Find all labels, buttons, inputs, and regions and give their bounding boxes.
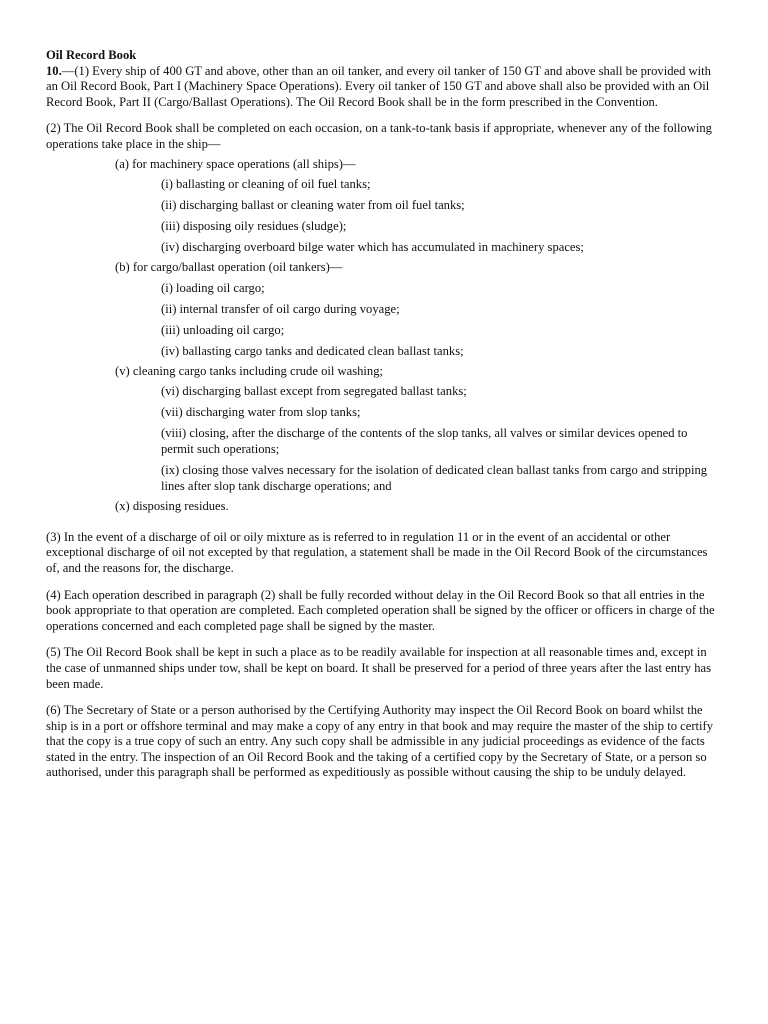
list-v-items [46,384,718,494]
paragraph-3: (3) In the event of a discharge of oil or oily mixture as is referred to in regulation 11 or in the event of an accidental or other exceptional discharge of oil not excepted by that regulation, a statement shall be made in the Oil Record Book of the circumstances of, and the reasons for, the discharge. [46,529,708,575]
list-x-item: (x) disposing residues. [115,499,229,514]
paragraph-5: (5) The Oil Record Book shall be kept in such a place as to be readily available for inspection at all reasonable times and, except in the case of unmanned ships under tow, shall be kept on board. It shall be preserved for a period of three years after the last entry has been made. [46,645,712,691]
list-item: (vii) discharging water from slop tanks; [161,405,361,420]
list-item: (ii) internal transfer of oil cargo during voyage; [161,301,400,316]
list-item: (i) loading oil cargo; [161,280,265,295]
list-item: (i) ballasting or cleaning of oil fuel tanks; [161,177,371,192]
list-item: (iv) discharging overboard bilge water which has accumulated in machinery spaces; [161,240,584,255]
list-item: (ix) closing those valves necessary for the isolation of dedicated clean ballast tanks from cargo and stripping lines after slop tank discharge operations; and [161,462,708,493]
list-a-heading: (a) for machinery space operations (all ships)— [115,156,356,171]
list-v-heading: (v) cleaning cargo tanks including crude oil washing; [115,363,384,378]
document-title: Oil Record Book [46,48,137,62]
list-item: (iii) disposing oily residues (sludge); [161,219,347,234]
list-item: (viii) closing, after the discharge of the contents of the slop tanks, all valves or similar devices opened to permit such operations; [161,426,688,456]
paragraph-2: (2) The Oil Record Book shall be completed on each occasion, on a tank-to-tank basis if appropriate, whenever any of the following operations take place in the ship— [46,121,712,151]
list-b-heading: (b) for cargo/ballast operation (oil tankers)— [115,260,343,275]
paragraph-6: (6) The Secretary of State or a person authorised by the Certifying Authority may inspect the Oil Record Book on board whilst the ship is in a port or offshore terminal and may make a copy of any entry in that book and may require the master of the ship to certify that the copy is a true copy of such an entry. Any such copy shall be admissible in any judicial proceedings as evidence of the facts stated in the entry. The inspection of an Oil Record Book and the taking of a certified copy by the Secretary of State, or a person so authorised, under this paragraph shall be performed as expeditiously as possible without causing the ship to be unduly delayed. [46,703,714,780]
list-a-items [46,177,718,256]
list-item: (iv) ballasting cargo tanks and dedicated clean ballast tanks; [161,343,464,358]
section-number: 10. [46,63,62,78]
list-item: (vi) discharging ballast except from segregated ballast tanks; [161,384,467,399]
list-item: (ii) discharging ballast or cleaning water from oil fuel tanks; [161,198,465,213]
paragraph-1 [46,64,718,111]
list-b-items [46,281,718,360]
paragraph-4: (4) Each operation described in paragraph (2) shall be fully recorded without delay in the Oil Record Book so that all entries in the book appropriate to that operation are completed. Each completed operation shall be signed by the officer or officers in charge of the operations concerned and each completed page shall be signed by the master. [46,587,715,633]
list-item: (iii) unloading oil cargo; [161,322,285,337]
paragraph-1-text: —(1) Every ship of 400 GT and above, other than an oil tanker, and every oil tanker of 150 GT and above shall be provided with an Oil Record Book, Part I (Machinery Space Operations). Every oil tanker of 150 GT and above shall also be provided with an Oil Record Book, Part II (Cargo/Ballast Operations). The Oil Record Book shall be in the form prescribed in the Convention. [46,63,711,109]
document-body [46,48,718,781]
